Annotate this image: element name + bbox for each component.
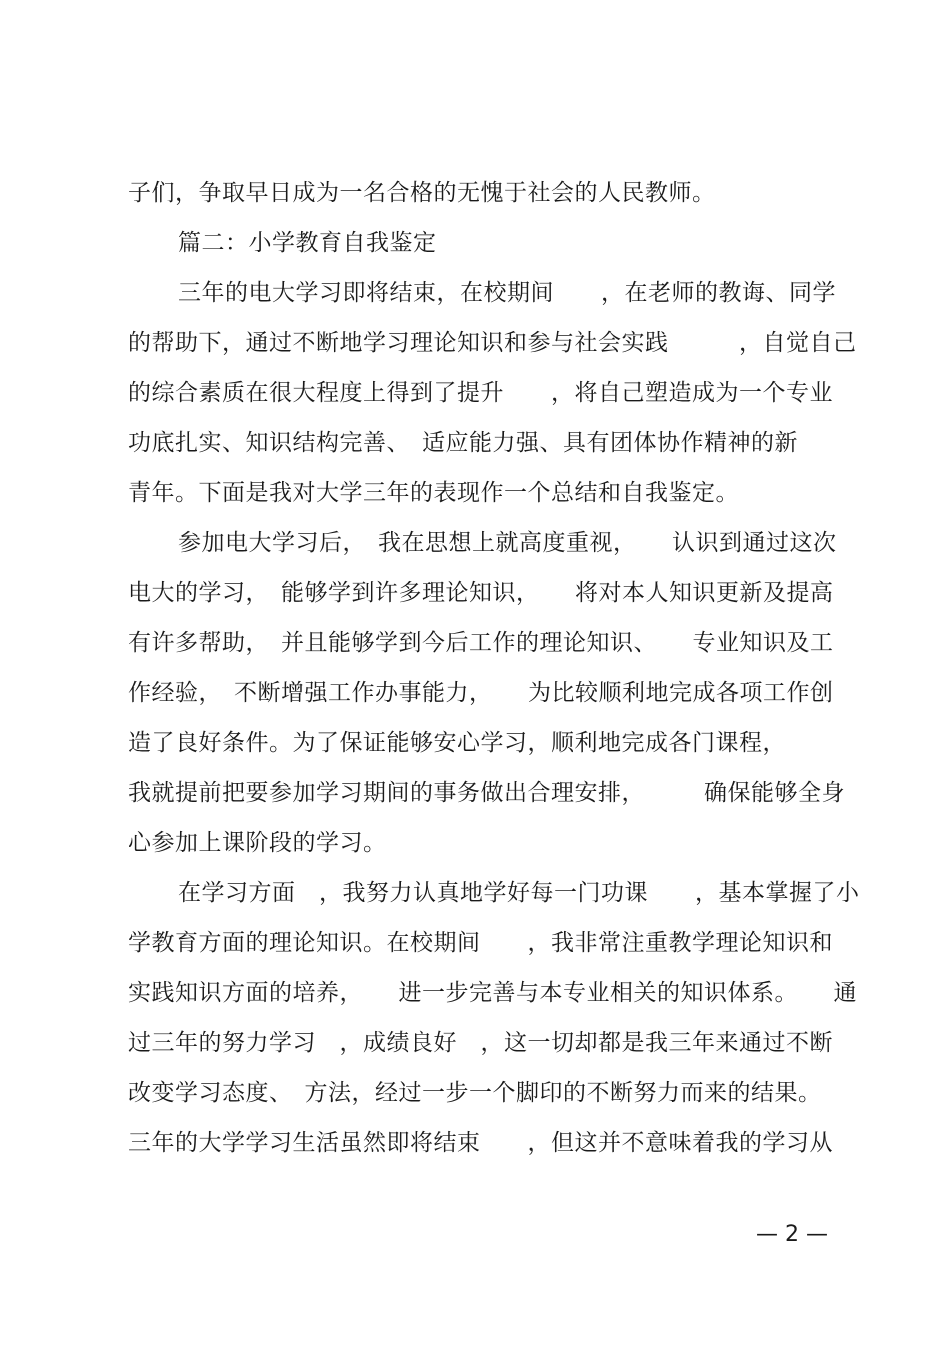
text-line: 过三年的努力学习 ，成绩良好 ，这一切却都是我三年来通过不断 <box>128 1030 833 1056</box>
page-number: — 2 — <box>756 1222 828 1247</box>
text-line: 参加电大学习后， 我在思想上就高度重视， 认识到通过这次 <box>178 530 837 556</box>
text-line: 电大的学习， 能够学到许多理论知识， 将对本人知识更新及提高 <box>128 580 834 606</box>
text-line: 造了良好条件。为了保证能够安心学习，顺利地完成各门课程， <box>128 730 786 756</box>
section-heading: 篇二：小学教育自我鉴定 <box>178 230 437 256</box>
text-line: 改变学习态度、 方法，经过一步一个脚印的不断努力而来的结果。 <box>128 1080 822 1106</box>
text-line: 三年的电大学习即将结束，在校期间 ，在老师的教诲、同学 <box>178 280 836 306</box>
text-line: 在学习方面 ，我努力认真地学好每一门功课 ，基本掌握了小 <box>178 880 860 906</box>
text-line: 学教育方面的理论知识。在校期间 ，我非常注重教学理论知识和 <box>128 930 833 956</box>
text-line: 功底扎实、知识结构完善、 适应能力强、具有团体协作精神的新 <box>128 430 798 456</box>
text-line: 心参加上课阶段的学习。 <box>128 830 387 856</box>
text-line: 实践知识方面的培养， 进一步完善与本专业相关的知识体系。 通 <box>128 980 857 1006</box>
text-line: 的帮助下，通过不断地学习理论知识和参与社会实践 ，自觉自己 <box>128 330 857 356</box>
text-line: 有许多帮助， 并且能够学到今后工作的理论知识、 专业知识及工 <box>128 630 834 656</box>
text-line: 我就提前把要参加学习期间的事务做出合理安排， 确保能够全身 <box>128 780 845 806</box>
text-line: 三年的大学学习生活虽然即将结束 ，但这并不意味着我的学习从 <box>128 1130 833 1156</box>
text-line: 的综合素质在很大程度上得到了提升 ，将自己塑造成为一个专业 <box>128 380 833 406</box>
text-line: 青年。下面是我对大学三年的表现作一个总结和自我鉴定。 <box>128 480 739 506</box>
text-line: 子们，争取早日成为一名合格的无愧于社会的人民教师。 <box>128 180 716 206</box>
text-line: 作经验， 不断增强工作办事能力， 为比较顺利地完成各项工作创 <box>128 680 834 706</box>
